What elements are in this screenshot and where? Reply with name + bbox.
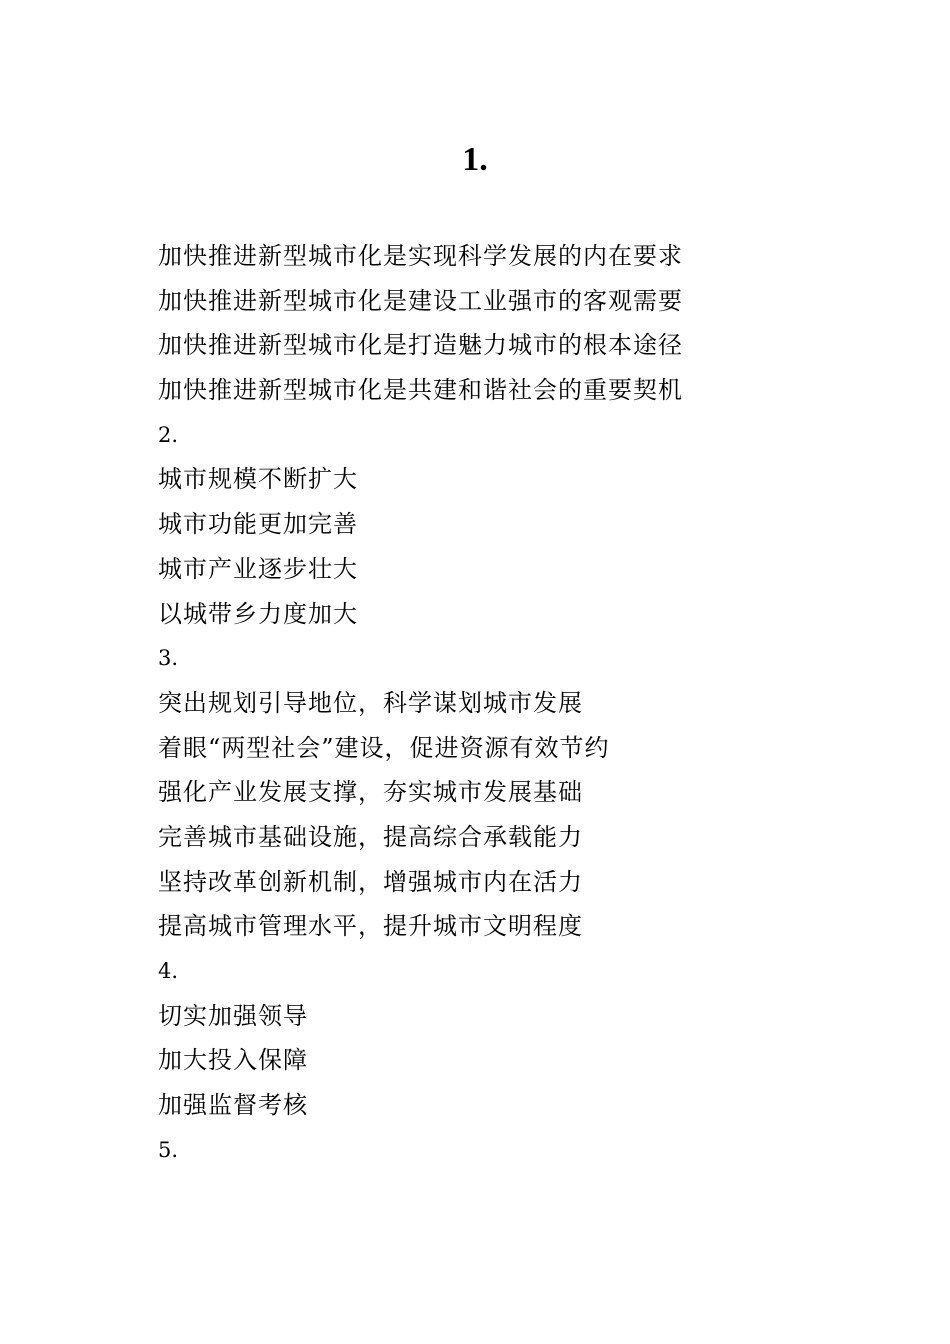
text-line: 加快推进新型城市化是实现科学发展的内在要求: [158, 242, 683, 270]
section-number: 4.: [158, 959, 179, 983]
text-line: 加快推进新型城市化是共建和谐社会的重要契机: [158, 376, 683, 405]
text-line: 完善城市基础设施，提高综合承载能力: [158, 822, 583, 851]
text-line: 以城带乡力度加大: [158, 599, 358, 628]
section-heading: 1.: [462, 141, 488, 178]
section-number: 5.: [158, 1137, 179, 1162]
text-line: 加大投入保障: [158, 1046, 308, 1075]
text-line: 突出规划引导地位，科学谋划城市发展: [158, 688, 583, 717]
text-line: 加强监督考核: [158, 1091, 308, 1120]
section-number: 2.: [158, 422, 179, 447]
text-line: 坚持改革创新机制，增强城市内在活力: [158, 867, 583, 896]
section-number: 3.: [158, 646, 179, 671]
text-line: 加快推进新型城市化是打造魅力城市的根本途径: [158, 331, 683, 360]
text-line: 城市功能更加完善: [158, 510, 358, 539]
text-line: 城市规模不断扩大: [158, 465, 358, 494]
text-line: 着眼“两型社会”建设，促进资源有效节约: [158, 733, 610, 762]
text-line: 加快推进新型城市化是建设工业强市的客观需要: [158, 286, 683, 315]
text-line: 提高城市管理水平，提升城市文明程度: [158, 912, 583, 941]
text-line: 切实加强领导: [158, 1001, 308, 1030]
text-line: 城市产业逐步壮大: [158, 554, 358, 583]
text-line: 强化产业发展支撑，夯实城市发展基础: [158, 778, 583, 807]
document-body: [158, 234, 798, 1172]
